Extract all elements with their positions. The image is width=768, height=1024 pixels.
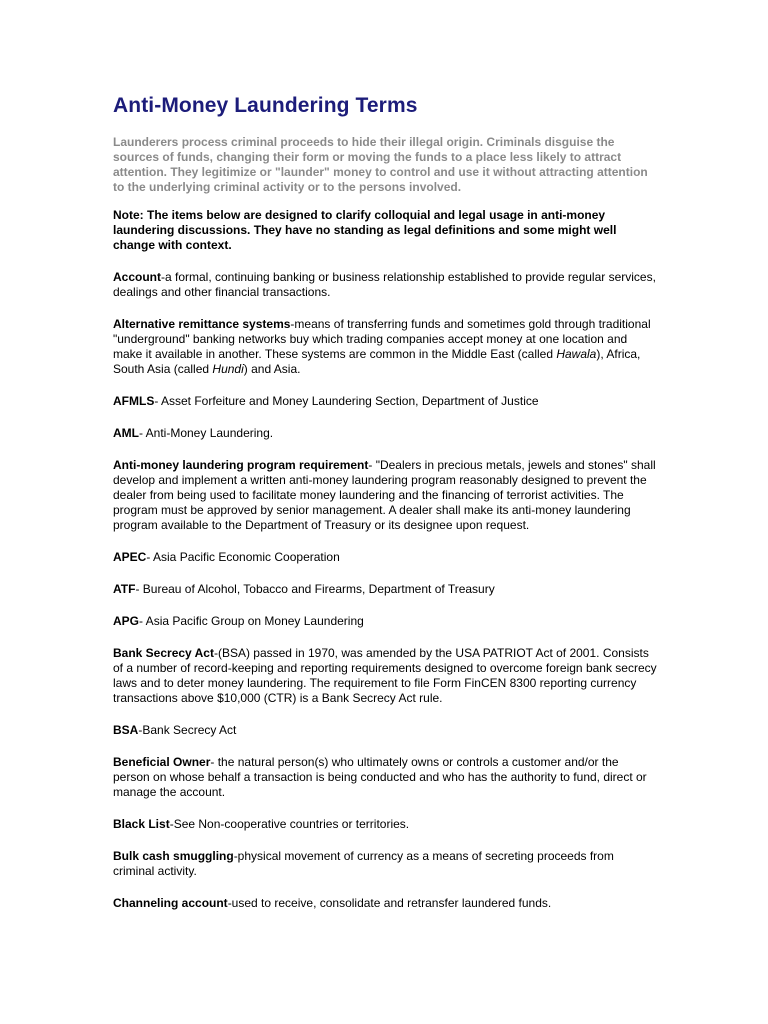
term-definition: - "Dealers in precious metals, jewels and stones" shall develop and implement a written anti-money laundering program reasonably designed to prevent the dealer from being used to facilitate money laundering and the financing of terrorist activities. The program must be approved by senior management. A dealer shall make its anti-money laundering program available to the Department of Treasury or its designee upon request. — [113, 458, 656, 532]
term-definition: - Bureau of Alcohol, Tobacco and Firearms, Department of Treasury — [135, 582, 495, 596]
term-name: Channeling account — [113, 896, 228, 910]
intro-paragraph: Launderers process criminal proceeds to hide their illegal origin. Criminals disguise the sources of funds, changing their form or moving the funds to a place less likely to attract attention. They legitimize or "launder" money to control and use it without attracting attention to the underlying criminal activity or to the persons involved. — [113, 135, 648, 194]
term-entry-bsa — [113, 723, 658, 738]
term-name: ATF — [113, 582, 136, 596]
term-entry-beneficial-owner — [113, 755, 658, 800]
term-name: Beneficial Owner — [113, 755, 211, 769]
term-definition-mid: ), Africa, South Asia (called — [113, 347, 641, 376]
term-definition: -a formal, continuing banking or business relationship established to provide regular services, dealings and other financial transactions. — [113, 270, 656, 299]
term-definition: - Asia Pacific Group on Money Laundering — [139, 614, 364, 628]
term-entry-aml — [113, 426, 658, 441]
term-entry-apec — [113, 550, 658, 565]
term-name: Anti-money laundering program requirement — [113, 458, 369, 472]
term-definition: -used to receive, consolidate and retransfer laundered funds. — [227, 896, 552, 910]
term-name: Black List — [113, 817, 170, 831]
term-entry-atf — [113, 582, 658, 597]
term-definition: -See Non-cooperative countries or territories. — [169, 817, 410, 831]
note-paragraph: Note: The items below are designed to clarify colloquial and legal usage in anti-money laundering discussions. They have no standing as legal definitions and some might well change with context. — [113, 208, 617, 252]
term-name: AML — [113, 426, 139, 440]
term-definition: -(BSA) passed in 1970, was amended by the USA PATRIOT Act of 2001. Consists of a number of record-keeping and reporting requirements designed to overcome foreign bank secrecy laws and to deter money laundering. The requirement to file Form FinCEN 8300 reporting currency transactions above $10,000 (CTR) is a Bank Secrecy Act rule. — [113, 646, 657, 705]
term-definition: - Asset Forfeiture and Money Laundering Section, Department of Justice — [154, 394, 539, 408]
term-entry-black-list — [113, 817, 658, 832]
term-emphasis-hawala: Hawala — [556, 347, 597, 361]
term-name: Alternative remittance systems — [113, 317, 291, 331]
term-entry-account — [113, 270, 658, 300]
term-name: Bank Secrecy Act — [113, 646, 214, 660]
term-definition-tail: ) and Asia. — [243, 362, 301, 376]
term-definition: -Bank Secrecy Act — [138, 723, 237, 737]
term-name: AFMLS — [113, 394, 155, 408]
term-entry-channeling-account — [113, 896, 658, 911]
term-entry-alternative-remittance-systems — [113, 317, 658, 377]
term-entry-bulk-cash-smuggling — [113, 849, 658, 879]
term-entry-afmls — [113, 394, 658, 409]
term-entry-bank-secrecy-act — [113, 646, 658, 706]
term-definition: -means of transferring funds and sometimes gold through traditional "underground" banking networks buy which trading companies accept money at one location and make it available in another. These systems are common in the Middle East (called — [113, 317, 651, 361]
term-definition: -physical movement of currency as a means of secreting proceeds from criminal activity. — [113, 849, 614, 878]
term-definition: - Asia Pacific Economic Cooperation — [146, 550, 340, 564]
term-definition: - the natural person(s) who ultimately owns or controls a customer and/or the person on whose behalf a transaction is being conducted and who has the authority to fund, direct or manage the account. — [113, 755, 647, 799]
term-entry-aml-program-requirement — [113, 458, 658, 533]
term-name: APG — [113, 614, 140, 628]
page-title: Anti-Money Laundering Terms — [113, 94, 418, 117]
term-name: Bulk cash smuggling — [113, 849, 234, 863]
document-page — [113, 92, 658, 928]
term-emphasis-hundi: Hundi — [212, 362, 244, 376]
term-name: Account — [113, 270, 161, 284]
term-name: APEC — [113, 550, 147, 564]
term-definition: - Anti-Money Laundering. — [139, 426, 274, 440]
term-name: BSA — [113, 723, 139, 737]
term-entry-apg — [113, 614, 658, 629]
